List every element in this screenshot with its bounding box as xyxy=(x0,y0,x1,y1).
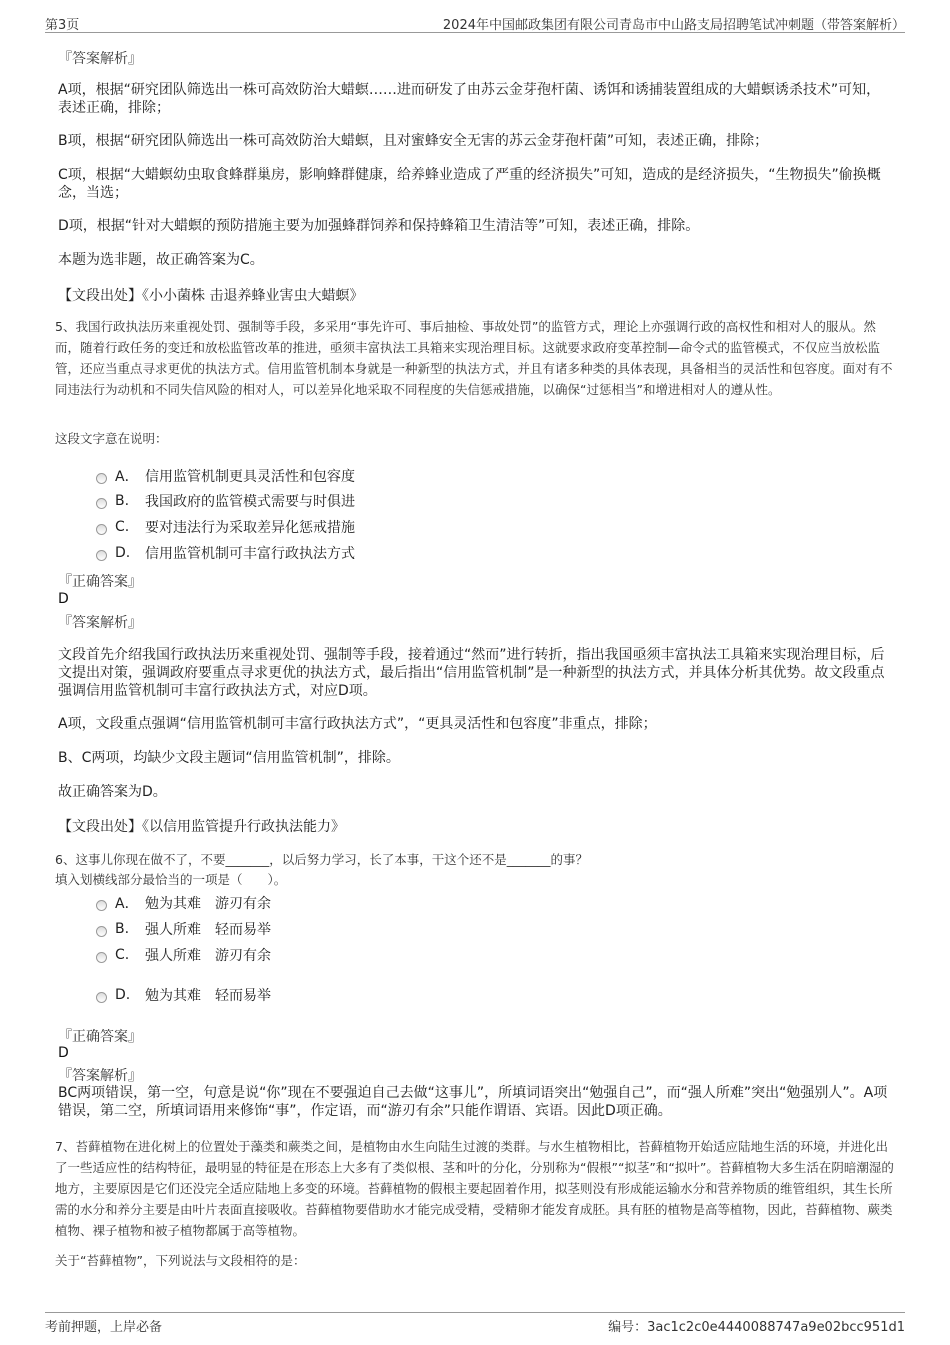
correct-answer-label: 『正确答案』 xyxy=(58,1029,142,1045)
option-letter: B. xyxy=(115,921,130,937)
option-letter: B. xyxy=(115,493,130,509)
option-letter: C. xyxy=(115,947,130,963)
radio-icon[interactable] xyxy=(96,992,107,1003)
analysis-paragraph: D项，根据“针对大蜡螟的预防措施主要为加强蜂群饲养和保持蜂箱卫生清洁等”可知，表述正确，排除。 xyxy=(58,218,700,234)
analysis-paragraph: BC两项错误，第一空，句意是说“你”现在不要强迫自己去做“这事儿”，所填词语突出“勉强自己”，而“强人所难”突出“勉强别人”。A项错误，第二空，所填词语用来修饰“事”，作定语，而“游刃有余”只能作谓语、宾语。因此D项正确。 xyxy=(58,1085,888,1119)
page-header xyxy=(45,12,905,33)
correct-answer-label: 『正确答案』 xyxy=(58,574,142,590)
option-text: 信用监管机制可丰富行政执法方式 xyxy=(145,546,355,562)
correct-answer: D xyxy=(58,591,69,607)
option-letter: D. xyxy=(115,545,131,561)
source-citation: 【文段出处】《小小菌株 击退养蜂业害虫大蜡螟》 xyxy=(58,288,364,304)
option-letter: A． xyxy=(115,469,139,485)
document-title: 2024年中国邮政集团有限公司青岛市中山路支局招聘笔试冲刺题（带答案解析） xyxy=(442,18,905,33)
page-footer xyxy=(45,1312,905,1333)
radio-icon[interactable] xyxy=(96,473,107,484)
radio-icon[interactable] xyxy=(96,524,107,535)
analysis-paragraph: C项，根据“大蜡螟幼虫取食蜂群巢房，影响蜂群健康，给养蜂业造成了严重的经济损失”可知，造成的是经济损失，“生物损失”偷换概念，当选； xyxy=(58,167,881,201)
analysis-label: 『答案解析』 xyxy=(58,51,142,67)
question-stem: 5、我国行政执法历来重视处罚、强制等手段，多采用“事先许可、事后抽检、事故处罚”的监管方式，理论上亦强调行政的高权性和相对人的服从。然而，随着行政任务的变迁和放松监管改革的推进，亟须丰富执法工具箱来实现治理目标。这就要求政府变革控制—命令式的监管模式，不仅应当放松监管，还应当重点寻求更优的执法方式。信用监管机制本身就是一种新型的执法方式，并且有诸多种类的具体表现，具备相当的灵活性和包容度。面对有不同违法行为动机和不同失信风险的相对人，可以差异化地采取不同程度的失信惩戒措施，以确保“过惩相当”和增进相对人的遵从性。 xyxy=(55,319,893,397)
question-stem: 7、苔藓植物在进化树上的位置处于藻类和蕨类之间，是植物由水生向陆生过渡的类群。与水生植物相比，苔藓植物开始适应陆地生活的环境，并进化出了一些适应性的结构特征，最明显的特征是在形态上大多有了类似根、茎和叶的分化，分别称为“假根”“拟茎”和“拟叶”。苔藓植物大多生活在阴暗潮湿的地方，主要原因是它们还没完全适应陆地上多变的环境。苔藓植物的假根主要起固着作用，拟茎则没有形成能运输水分和营养物质的维管组织，其生长所需的水分和养分主要是由叶片表面直接吸收。苔藓植物要借助水才能完成受精，受精卵才能发育成胚。具有胚的植物是高等植物，因此，苔藓植物、蕨类植物、裸子植物和被子植物都属于高等植物。 xyxy=(55,1139,894,1238)
radio-icon[interactable] xyxy=(96,900,107,911)
radio-icon[interactable] xyxy=(96,952,107,963)
question-prompt: 这段文字意在说明： xyxy=(55,431,168,446)
option-letter: D. xyxy=(115,987,131,1003)
question-prompt: 关于“苔藓植物”，下列说法与文段相符的是： xyxy=(55,1253,306,1268)
option-c[interactable] xyxy=(96,517,355,537)
option-letter: C. xyxy=(115,519,130,535)
option-text: 信用监管机制更具灵活性和包容度 xyxy=(145,469,355,485)
analysis-label: 『答案解析』 xyxy=(58,1068,142,1084)
option-d[interactable] xyxy=(96,985,271,1005)
analysis-conclusion: 本题为选非题，故正确答案为C。 xyxy=(58,252,264,268)
document-id-value: 3ac1c2c0e4440088747a9e02bcc951d1 xyxy=(647,1320,905,1335)
analysis-paragraph: 文段首先介绍我国行政执法历来重视处罚、强制等手段，接着通过“然而”进行转折，指出我国亟须丰富执法工具箱来实现治理目标，后文提出对策，强调政府要重点寻求更优的执法方式，最后指出“信用监管机制”是一种新型的执法方式，并具体分析其优势。故文段重点强调信用监管机制可丰富行政执法方式，对应D项。 xyxy=(58,647,885,699)
analysis-paragraph: B项，根据“研究团队筛选出一株可高效防治大蜡螟，且对蜜蜂安全无害的苏云金芽孢杆菌”可知，表述正确，排除； xyxy=(58,133,769,149)
question-prompt: 填入划横线部分最恰当的一项是（ ）。 xyxy=(55,872,287,887)
option-text: 强人所难 轻而易举 xyxy=(145,922,271,938)
option-b[interactable] xyxy=(96,491,355,511)
option-d[interactable] xyxy=(96,543,355,563)
option-b[interactable] xyxy=(96,919,271,939)
page-number: 第3页 xyxy=(45,18,80,33)
analysis-paragraph: B、C两项，均缺少文段主题词“信用监管机制”，排除。 xyxy=(58,750,400,766)
option-text: 我国政府的监管模式需要与时俱进 xyxy=(145,494,355,510)
analysis-paragraph: A项，根据“研究团队筛选出一株可高效防治大蜡螟……进而研发了由苏云金芽孢杆菌、诱饵和诱捕装置组成的大蜡螟诱杀技术”可知，表述正确，排除； xyxy=(58,82,881,116)
option-a[interactable] xyxy=(96,466,355,486)
option-text: 要对违法行为采取差异化惩戒措施 xyxy=(145,520,355,536)
option-letter: A． xyxy=(115,896,139,912)
source-citation: 【文段出处】《以信用监管提升行政执法能力》 xyxy=(58,819,345,835)
option-text: 勉为其难 游刃有余 xyxy=(145,896,271,912)
option-c[interactable] xyxy=(96,945,271,965)
correct-answer: D xyxy=(58,1045,69,1061)
option-text: 勉为其难 轻而易举 xyxy=(145,988,271,1004)
radio-icon[interactable] xyxy=(96,550,107,561)
question-stem: 6、这事儿你现在做不了，不要_______，以后努力学习，长了本事，干这个还不是_______的事？ xyxy=(55,852,588,867)
option-text: 强人所难 游刃有余 xyxy=(145,948,271,964)
radio-icon[interactable] xyxy=(96,926,107,937)
document-id-label: 编号： xyxy=(608,1320,648,1335)
radio-icon[interactable] xyxy=(96,498,107,509)
analysis-label: 『答案解析』 xyxy=(58,615,142,631)
footer-slogan: 考前押题，上岸必备 xyxy=(45,1320,163,1335)
analysis-paragraph: A项，文段重点强调“信用监管机制可丰富行政执法方式”，“更具灵活性和包容度”非重点，排除； xyxy=(58,716,657,732)
document-id xyxy=(608,1316,905,1335)
option-a[interactable] xyxy=(96,893,271,913)
analysis-conclusion: 故正确答案为D。 xyxy=(58,784,167,800)
